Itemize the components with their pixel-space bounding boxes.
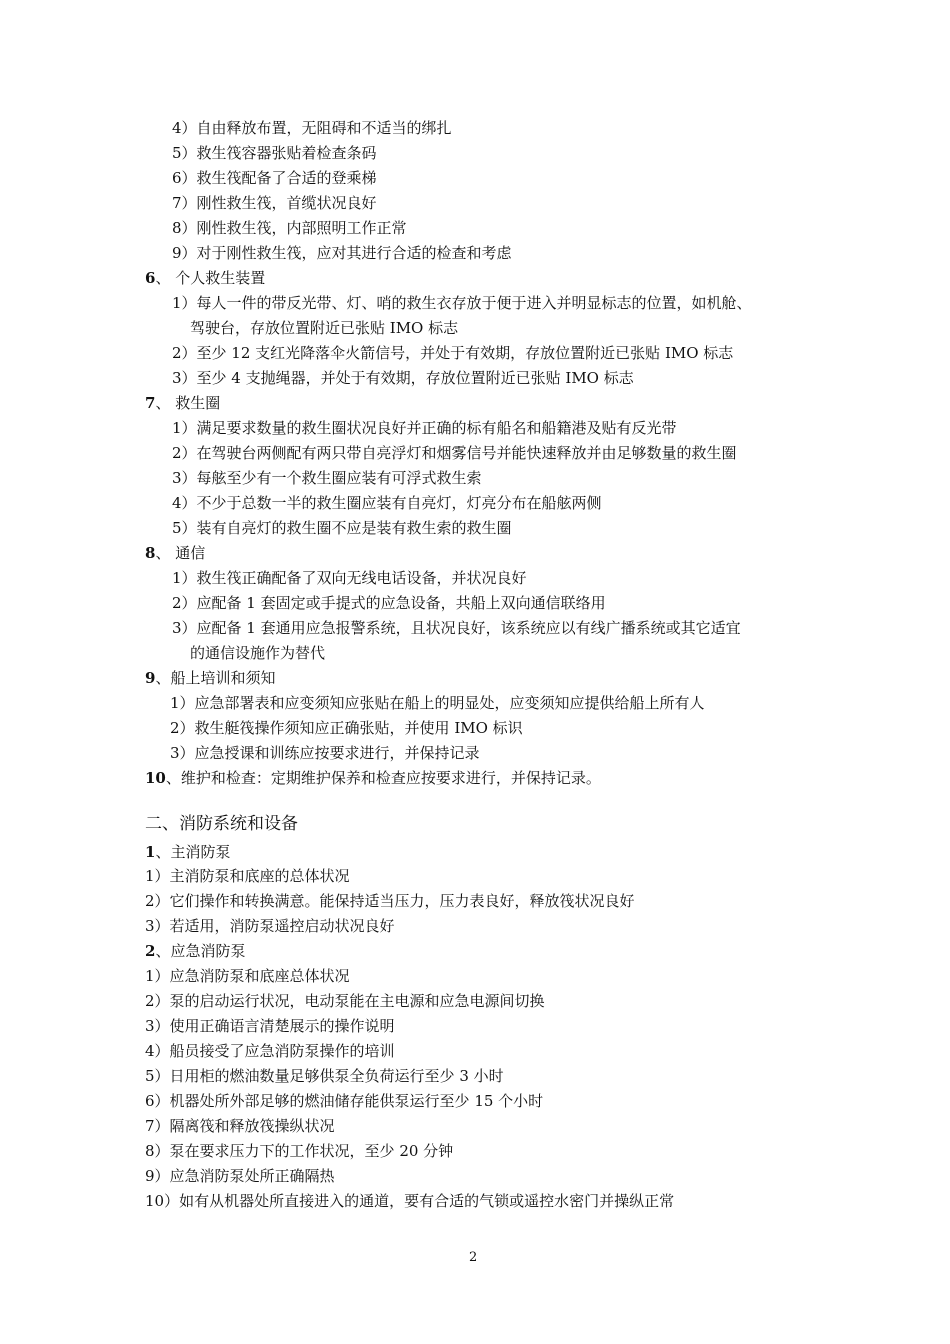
item-line: 7）刚性救生筏，首缆状况良好 <box>172 194 377 212</box>
item-line: 2）至少 12 支红光降落伞火箭信号，并处于有效期，存放位置附近已张贴 IMO 标志 <box>172 344 734 362</box>
item-line: 1）应急部署表和应变须知应张贴在船上的明显处，应变须知应提供给船上所有人 <box>170 694 705 712</box>
item-line: 2）应配备 1 套固定或手提式的应急设备，共船上双向通信联络用 <box>172 594 606 612</box>
heading-text: 、维护和检查：定期维护保养和检查应按要求进行，并保持记录。 <box>165 769 601 787</box>
heading-number: 10 <box>145 769 166 787</box>
item-line: 3）至少 4 支抛绳器，并处于有效期，存放位置附近已张贴 IMO 标志 <box>172 369 634 387</box>
item-line: 3）使用正确语言清楚展示的操作说明 <box>145 1017 395 1035</box>
item-line: 5）救生筏容器张贴着检查条码 <box>172 144 377 162</box>
item-line: 1）每人一件的带反光带、灯、哨的救生衣存放于便于进入并明显标志的位置，如机舱、 <box>172 294 752 312</box>
item-line: 1）满足要求数量的救生圈状况良好并正确的标有船名和船籍港及贴有反光带 <box>172 419 677 437</box>
item-line-continuation: 的通信设施作为替代 <box>190 644 326 662</box>
item-line: 5）装有自亮灯的救生圈不应是装有救生索的救生圈 <box>172 519 512 537</box>
item-line: 4）船员接受了应急消防泵操作的培训 <box>145 1042 395 1060</box>
heading-number: 1 <box>145 843 156 861</box>
item-line: 1）应急消防泵和底座总体状况 <box>145 967 350 985</box>
page-number: 2 <box>469 1250 478 1265</box>
section-heading <box>145 543 205 563</box>
heading-number: 7 <box>145 394 156 412</box>
item-line: 8）泵在要求压力下的工作状况，至少 20 分钟 <box>145 1142 454 1160</box>
section-heading <box>145 941 245 961</box>
heading-text: 、 救生圈 <box>155 394 221 412</box>
section-heading <box>145 668 275 688</box>
item-line: 6）机器处所外部足够的燃油储存能供泵运行至少 15 个小时 <box>145 1092 544 1110</box>
item-line: 3）应配备 1 套通用应急报警系统，且状况良好，该系统应以有线广播系统或其它适宜 <box>172 619 741 637</box>
heading-number: 9 <box>145 669 156 687</box>
chapter-title: 二、消防系统和设备 <box>145 814 298 834</box>
item-line: 2）在驾驶台两侧配有两只带自亮浮灯和烟雾信号并能快速释放并由足够数量的救生圈 <box>172 444 737 462</box>
item-line: 3）若适用，消防泵遥控启动状况良好 <box>145 917 395 935</box>
item-line: 1）主消防泵和底座的总体状况 <box>145 867 350 885</box>
heading-text: 、 通信 <box>155 544 206 562</box>
item-line: 4）自由释放布置，无阻碍和不适当的绑扎 <box>172 119 452 137</box>
section-heading <box>145 768 601 788</box>
item-line: 5）日用柜的燃油数量足够供泵全负荷运行至少 3 小时 <box>145 1067 504 1085</box>
item-line: 3）应急授课和训练应按要求进行，并保持记录 <box>170 744 480 762</box>
item-line: 8）刚性救生筏，内部照明工作正常 <box>172 219 407 237</box>
item-line: 3）每舷至少有一个救生圈应装有可浮式救生索 <box>172 469 482 487</box>
item-line: 4）不少于总数一半的救生圈应装有自亮灯，灯亮分布在船舷两侧 <box>172 494 602 512</box>
item-line: 1）救生筏正确配备了双向无线电话设备，并状况良好 <box>172 569 527 587</box>
heading-text: 、主消防泵 <box>155 843 231 861</box>
item-line: 7）隔离筏和释放筏操纵状况 <box>145 1117 335 1135</box>
heading-number: 8 <box>145 544 156 562</box>
item-line: 2）泵的启动运行状况，电动泵能在主电源和应急电源间切换 <box>145 992 545 1010</box>
item-line: 9）对于刚性救生筏，应对其进行合适的检查和考虑 <box>172 244 512 262</box>
heading-text: 、船上培训和须知 <box>155 669 276 687</box>
item-line: 2）救生艇筏操作须知应正确张贴，并使用 IMO 标识 <box>170 719 523 737</box>
item-line-continuation: 驾驶台，存放位置附近已张贴 IMO 标志 <box>190 319 459 337</box>
item-line: 6）救生筏配备了合适的登乘梯 <box>172 169 377 187</box>
section-heading <box>145 268 265 288</box>
item-line: 2）它们操作和转换满意。能保持适当压力，压力表良好，释放筏状况良好 <box>145 892 635 910</box>
heading-number: 2 <box>145 942 156 960</box>
section-heading <box>145 393 220 413</box>
item-line: 10）如有从机器处所直接进入的通道，要有合适的气锁或遥控水密门并操纵正常 <box>145 1192 675 1210</box>
item-line: 9）应急消防泵处所正确隔热 <box>145 1167 335 1185</box>
heading-number: 6 <box>145 269 156 287</box>
heading-text: 、 个人救生装置 <box>155 269 266 287</box>
heading-text: 、应急消防泵 <box>155 942 246 960</box>
section-heading <box>145 842 230 862</box>
